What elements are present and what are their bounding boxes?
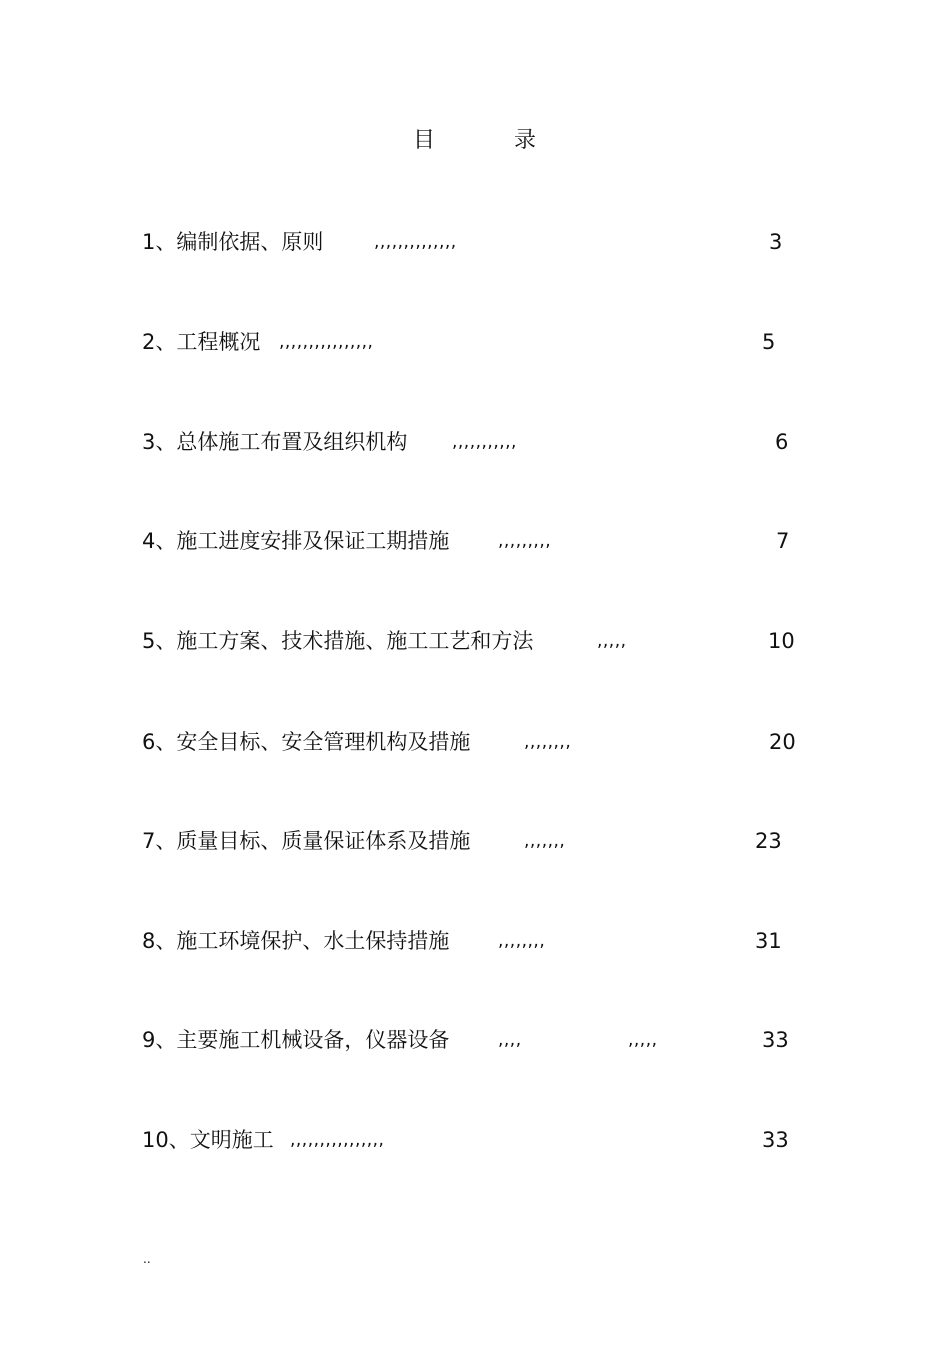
toc-entry-leader: ,,,,,,,,: [498, 931, 546, 951]
toc-entry-page: 7: [776, 529, 790, 553]
title-char-2: 录: [514, 128, 537, 153]
toc-entry-label: 3、总体施工布置及组织机构: [142, 430, 408, 454]
toc-entry-label: 5、施工方案、技术措施、施工工艺和方法: [142, 629, 534, 653]
footer-mark: ..: [143, 1252, 151, 1266]
toc-entry[interactable]: [142, 1025, 822, 1055]
toc-entry[interactable]: [142, 227, 822, 257]
toc-entry-leader-secondary: ,,,,,: [628, 1030, 658, 1050]
toc-entry-leader: ,,,,,,,,,,,,,,,,: [290, 1130, 385, 1150]
toc-entry-page: 33: [762, 1128, 789, 1152]
toc-entry[interactable]: [142, 826, 822, 856]
toc-entry-label: 9、主要施工机械设备，仪器设备: [142, 1028, 450, 1052]
toc-entry-page: 5: [762, 330, 776, 354]
toc-entry-page: 3: [769, 230, 783, 254]
toc-entry-label: 1、编制依据、原则: [142, 230, 324, 254]
toc-entry-leader: ,,,,,,,,,: [498, 531, 552, 551]
toc-entry-leader: ,,,,,,,,,,,,,,,,: [279, 332, 374, 352]
toc-entry-page: 20: [769, 730, 796, 754]
toc-entry[interactable]: [142, 427, 822, 457]
toc-entry-leader: ,,,,,: [597, 631, 627, 651]
toc-entry-label: 7、质量目标、质量保证体系及措施: [142, 829, 471, 853]
toc-entry-page: 10: [768, 629, 795, 653]
toc-entry[interactable]: [142, 926, 822, 956]
toc-entry-label: 6、安全目标、安全管理机构及措施: [142, 730, 471, 754]
toc-entry[interactable]: [142, 327, 822, 357]
toc-entry-leader: ,,,,: [498, 1030, 522, 1050]
toc-entry-leader: ,,,,,,,,,,,: [452, 432, 517, 452]
toc-entry-page: 31: [755, 929, 782, 953]
toc-entry-page: 23: [755, 829, 782, 853]
page-title: [0, 126, 950, 156]
toc-entry-leader: ,,,,,,,,,,,,,,: [374, 232, 457, 252]
toc-entry-label: 10、文明施工: [142, 1128, 274, 1152]
toc-entry-label: 4、施工进度安排及保证工期措施: [142, 529, 450, 553]
toc-entry-page: 6: [775, 430, 789, 454]
toc-entry-page: 33: [762, 1028, 789, 1052]
title-char-1: 目: [413, 128, 436, 153]
toc-entry-label: 8、施工环境保护、水土保持措施: [142, 929, 450, 953]
toc-entry-label: 2、工程概况: [142, 330, 261, 354]
toc-entry[interactable]: [142, 1125, 822, 1155]
toc-entry-leader: ,,,,,,,: [524, 831, 566, 851]
toc-entry[interactable]: [142, 526, 822, 556]
toc-entry-leader: ,,,,,,,,: [524, 732, 572, 752]
toc-entry[interactable]: [142, 727, 822, 757]
toc-entry[interactable]: [142, 626, 822, 656]
